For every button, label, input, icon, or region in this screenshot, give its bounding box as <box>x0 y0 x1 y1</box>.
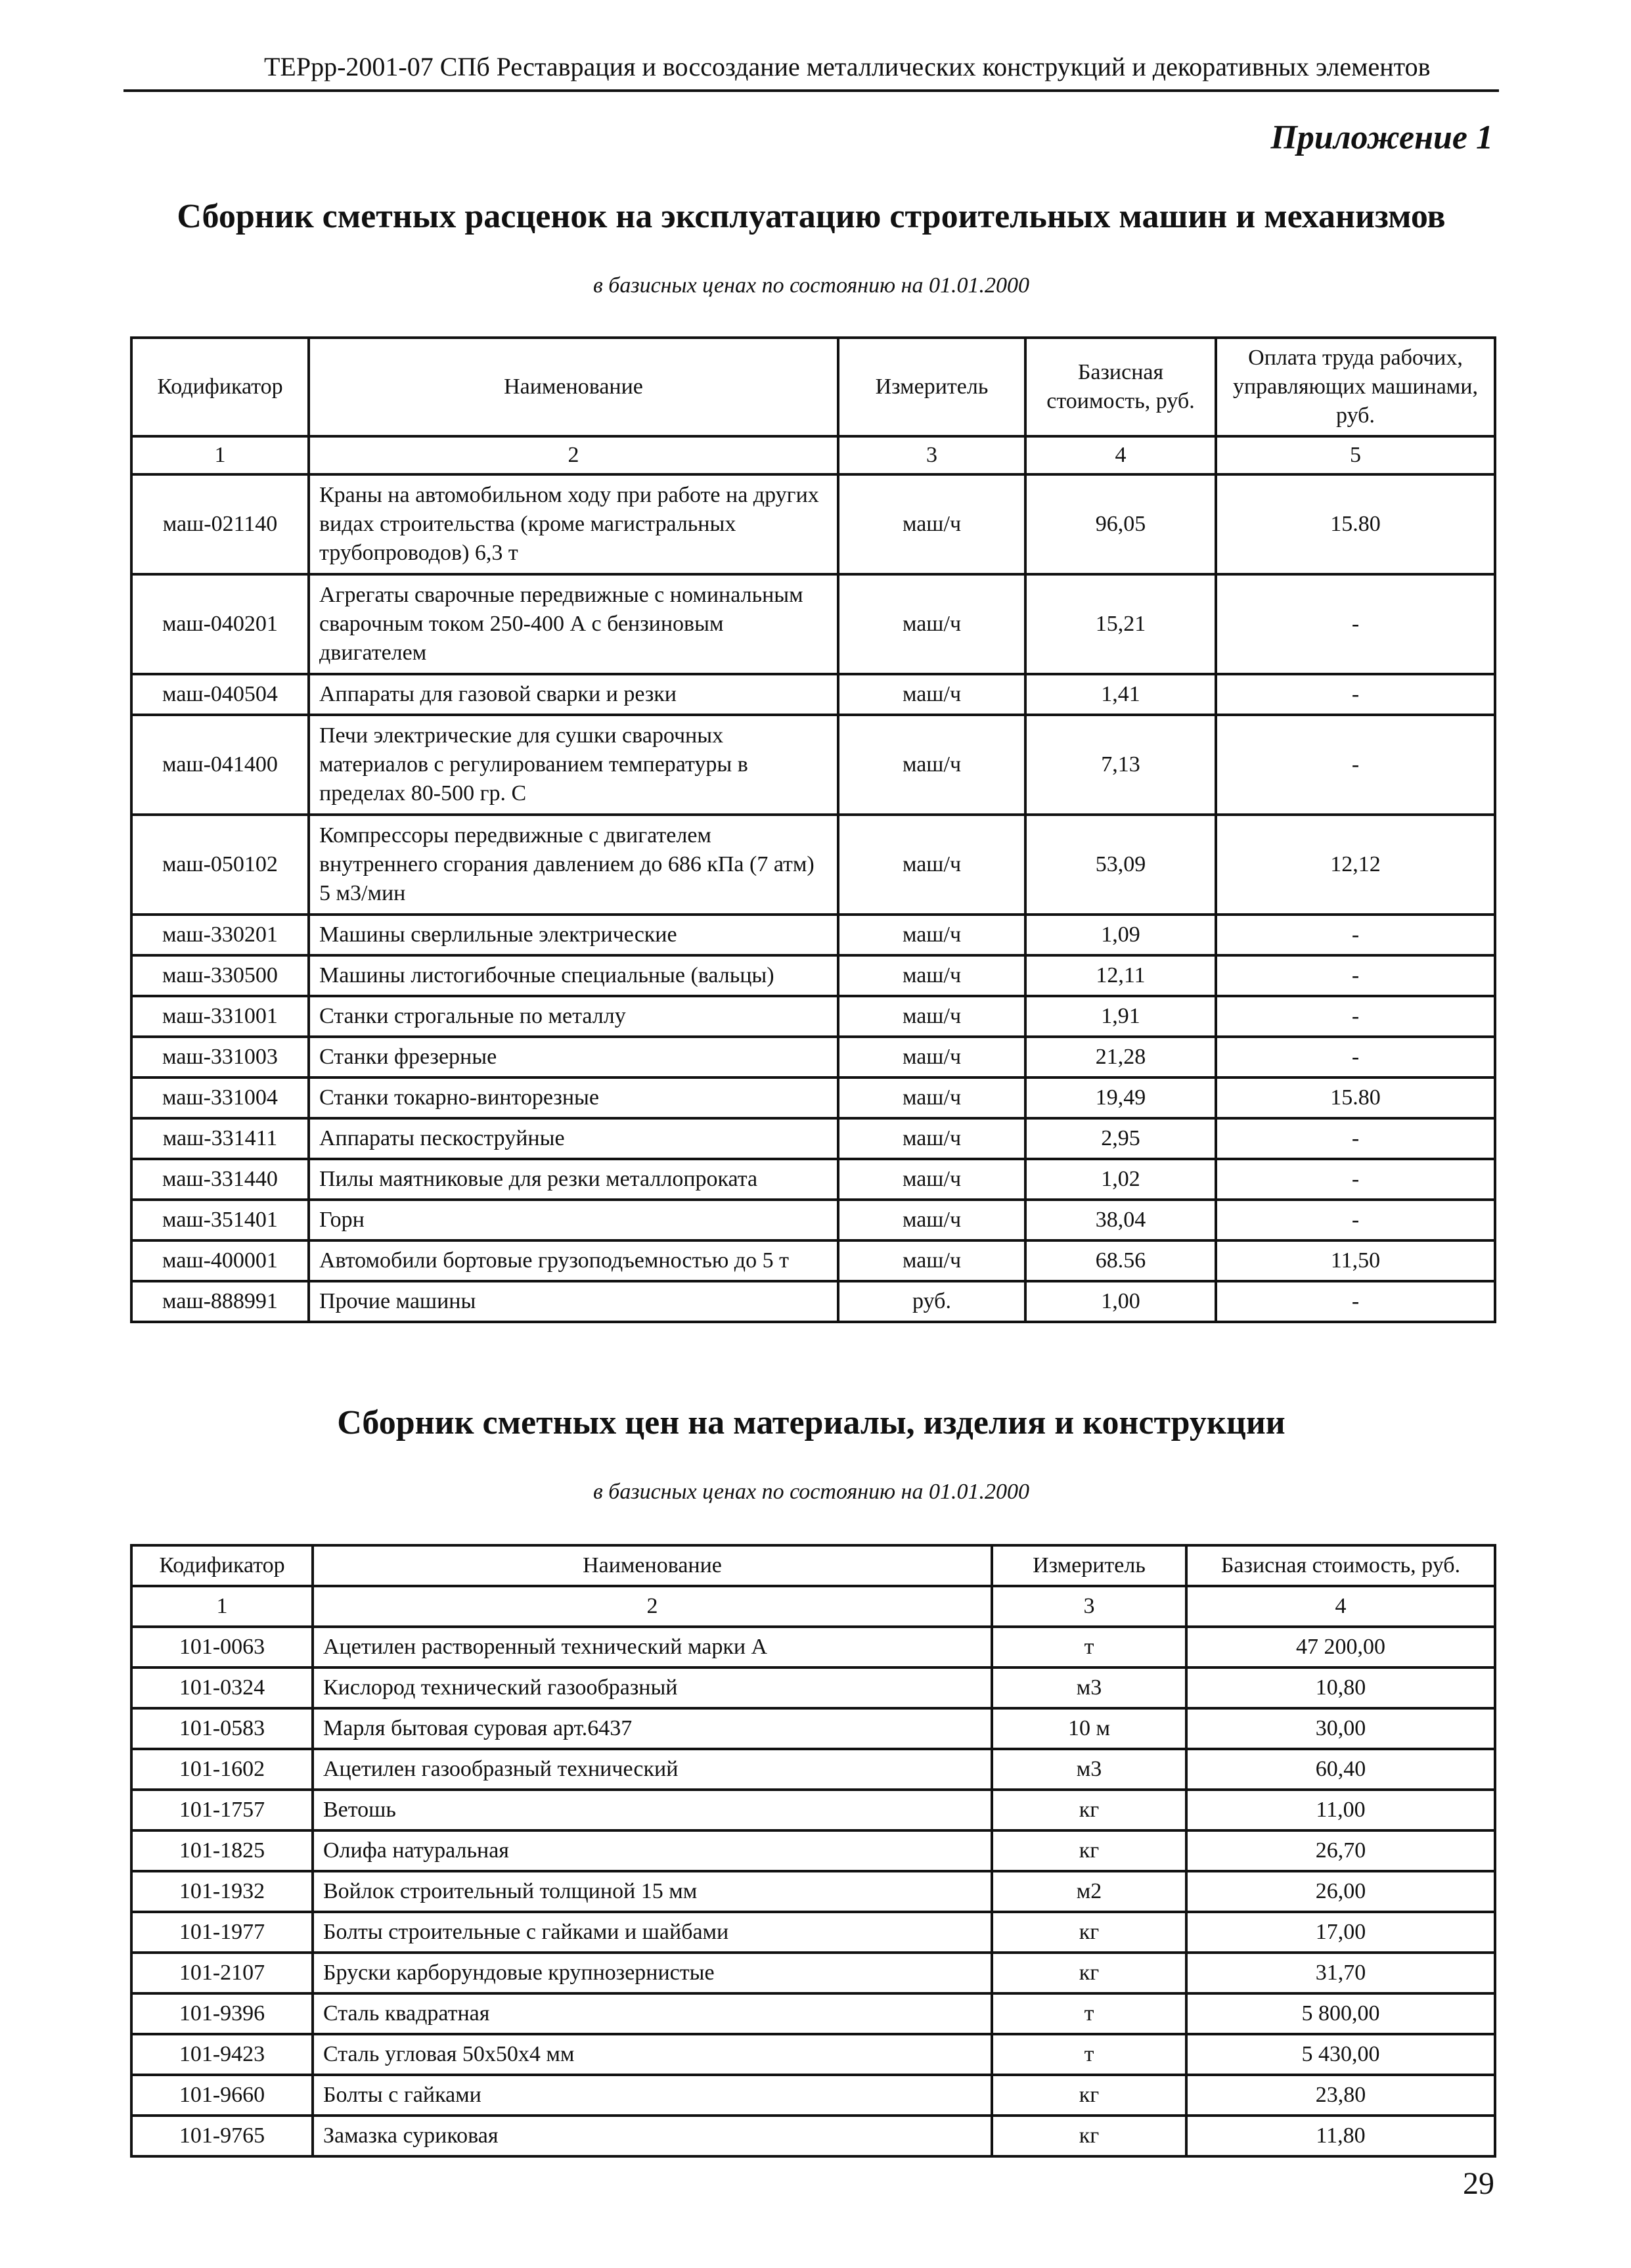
cell-code: маш-331411 <box>131 1118 309 1159</box>
cell-wage: - <box>1216 574 1495 674</box>
cell-unit: кг <box>992 2116 1186 2156</box>
cell-code: маш-040504 <box>131 674 309 715</box>
table-header-row <box>131 338 1495 436</box>
cell-code: маш-351401 <box>131 1200 309 1240</box>
cell-wage: - <box>1216 1159 1495 1200</box>
table-row <box>131 1240 1495 1281</box>
cell-name: Машины сверлильные электрические <box>309 915 838 955</box>
cell-name: Ацетилен газообразный технический <box>313 1749 992 1790</box>
cell-name: Станки фрезерные <box>309 1037 838 1077</box>
column-header-cost: Базисная стоимость, руб. <box>1025 338 1216 436</box>
cell-cost: 60,40 <box>1186 1749 1495 1790</box>
cell-code: 101-1757 <box>131 1790 313 1830</box>
table-row <box>131 474 1495 574</box>
table-row <box>131 1953 1495 1993</box>
table-row <box>131 1627 1495 1667</box>
column-number: 2 <box>309 436 838 474</box>
table-row <box>131 1667 1495 1708</box>
machines-table <box>130 336 1496 1323</box>
cell-code: маш-330500 <box>131 955 309 996</box>
cell-name: Автомобили бортовые грузоподъемностью до 5 т <box>309 1240 838 1281</box>
cell-unit: маш/ч <box>838 1200 1025 1240</box>
column-number: 3 <box>838 436 1025 474</box>
cell-cost: 23,80 <box>1186 2075 1495 2116</box>
table-row <box>131 1871 1495 1912</box>
cell-code: 101-0583 <box>131 1708 313 1749</box>
cell-unit: маш/ч <box>838 474 1025 574</box>
cell-unit: маш/ч <box>838 574 1025 674</box>
cell-cost: 5 800,00 <box>1186 1993 1495 2034</box>
cell-cost: 17,00 <box>1186 1912 1495 1953</box>
table-row <box>131 2034 1495 2075</box>
cell-unit: маш/ч <box>838 955 1025 996</box>
column-number-row <box>131 436 1495 474</box>
cell-unit: м2 <box>992 1871 1186 1912</box>
cell-code: 101-1977 <box>131 1912 313 1953</box>
table-row <box>131 815 1495 915</box>
table-row <box>131 2075 1495 2116</box>
cell-cost: 31,70 <box>1186 1953 1495 1993</box>
cell-name: Войлок строительный толщиной 15 мм <box>313 1871 992 1912</box>
cell-code: маш-331440 <box>131 1159 309 1200</box>
materials-table <box>130 1544 1496 2158</box>
cell-wage: - <box>1216 1118 1495 1159</box>
column-header-code: Кодификатор <box>131 338 309 436</box>
column-header-unit: Измеритель <box>992 1545 1186 1586</box>
cell-unit: маш/ч <box>838 674 1025 715</box>
table-row <box>131 1281 1495 1322</box>
cell-name: Сталь угловая 50х50х4 мм <box>313 2034 992 2075</box>
header-divider <box>123 89 1499 92</box>
table-row <box>131 715 1495 815</box>
cell-unit: кг <box>992 1830 1186 1871</box>
column-number: 1 <box>131 1586 313 1627</box>
table-row <box>131 674 1495 715</box>
column-number: 4 <box>1025 436 1216 474</box>
cell-unit: маш/ч <box>838 715 1025 815</box>
table-row <box>131 1200 1495 1240</box>
cell-unit: т <box>992 1993 1186 2034</box>
cell-wage: - <box>1216 915 1495 955</box>
cell-name: Болты с гайками <box>313 2075 992 2116</box>
materials-section-subtitle: в базисных ценах по состоянию на 01.01.2000 <box>592 1480 1030 1504</box>
cell-code: 101-9660 <box>131 2075 313 2116</box>
cell-unit: маш/ч <box>838 1037 1025 1077</box>
table-row <box>131 915 1495 955</box>
cell-unit: м3 <box>992 1667 1186 1708</box>
table-row <box>131 1912 1495 1953</box>
cell-cost: 1,02 <box>1025 1159 1216 1200</box>
cell-name: Кислород технический газообразный <box>313 1667 992 1708</box>
cell-unit: 10 м <box>992 1708 1186 1749</box>
cell-wage: 11,50 <box>1216 1240 1495 1281</box>
table-row <box>131 574 1495 674</box>
cell-code: маш-330201 <box>131 915 309 955</box>
cell-cost: 7,13 <box>1025 715 1216 815</box>
materials-section-title: Сборник сметных цен на материалы, изделия и конструкции <box>337 1404 1285 1441</box>
cell-name: Станки строгальные по металлу <box>309 996 838 1037</box>
cell-code: 101-1825 <box>131 1830 313 1871</box>
cell-code: 101-0324 <box>131 1667 313 1708</box>
cell-wage: - <box>1216 674 1495 715</box>
cell-cost: 5 430,00 <box>1186 2034 1495 2075</box>
cell-code: маш-888991 <box>131 1281 309 1322</box>
cell-cost: 10,80 <box>1186 1667 1495 1708</box>
table-row <box>131 1118 1495 1159</box>
cell-name: Прочие машины <box>309 1281 838 1322</box>
cell-name: Ветошь <box>313 1790 992 1830</box>
table-row <box>131 1749 1495 1790</box>
page-number: 29 <box>1463 2166 1494 2201</box>
table-row <box>131 1993 1495 2034</box>
cell-unit: маш/ч <box>838 1240 1025 1281</box>
cell-code: маш-041400 <box>131 715 309 815</box>
cell-code: маш-331001 <box>131 996 309 1037</box>
document-header-title: ТЕРрр-2001-07 СПб Реставрация и воссоздание металлических конструкций и декоративных элементов <box>264 52 1431 81</box>
cell-cost: 11,80 <box>1186 2116 1495 2156</box>
cell-name: Сталь квадратная <box>313 1993 992 2034</box>
cell-code: маш-331004 <box>131 1077 309 1118</box>
cell-unit: маш/ч <box>838 915 1025 955</box>
table-row <box>131 1037 1495 1077</box>
cell-name: Печи электрические для сушки сварочных материалов с регулированием температуры в пределах 80-500 гр. С <box>309 715 838 815</box>
cell-cost: 2,95 <box>1025 1118 1216 1159</box>
cell-code: маш-400001 <box>131 1240 309 1281</box>
table-row <box>131 1790 1495 1830</box>
cell-name: Аппараты для газовой сварки и резки <box>309 674 838 715</box>
machines-section-subtitle: в базисных ценах по состоянию на 01.01.2000 <box>592 273 1030 298</box>
cell-name: Компрессоры передвижные с двигателем внутреннего сгорания давлением до 686 кПа (7 атм) 5 м3/мин <box>309 815 838 915</box>
column-header-unit: Измеритель <box>838 338 1025 436</box>
cell-wage: - <box>1216 996 1495 1037</box>
cell-unit: маш/ч <box>838 1077 1025 1118</box>
cell-code: 101-1932 <box>131 1871 313 1912</box>
table-row <box>131 955 1495 996</box>
cell-cost: 12,11 <box>1025 955 1216 996</box>
cell-code: 101-9765 <box>131 2116 313 2156</box>
cell-code: маш-021140 <box>131 474 309 574</box>
table-row <box>131 996 1495 1037</box>
cell-unit: маш/ч <box>838 1118 1025 1159</box>
column-number: 1 <box>131 436 309 474</box>
cell-wage: - <box>1216 715 1495 815</box>
cell-cost: 30,00 <box>1186 1708 1495 1749</box>
cell-unit: маш/ч <box>838 1159 1025 1200</box>
cell-cost: 47 200,00 <box>1186 1627 1495 1667</box>
cell-cost: 96,05 <box>1025 474 1216 574</box>
table-row <box>131 2116 1495 2156</box>
column-number: 5 <box>1216 436 1495 474</box>
cell-name: Аппараты пескоструйные <box>309 1118 838 1159</box>
cell-unit: кг <box>992 1790 1186 1830</box>
cell-name: Станки токарно-винторезные <box>309 1077 838 1118</box>
cell-cost: 26,70 <box>1186 1830 1495 1871</box>
column-header-wage: Оплата труда рабочих, управляющих машинами, руб. <box>1216 338 1495 436</box>
cell-code: 101-9396 <box>131 1993 313 2034</box>
cell-unit: кг <box>992 2075 1186 2116</box>
column-header-cost: Базисная стоимость, руб. <box>1186 1545 1495 1586</box>
cell-code: маш-040201 <box>131 574 309 674</box>
cell-cost: 1,41 <box>1025 674 1216 715</box>
cell-unit: маш/ч <box>838 815 1025 915</box>
cell-name: Болты строительные с гайками и шайбами <box>313 1912 992 1953</box>
cell-name: Краны на автомобильном ходу при работе на других видах строительства (кроме магистральных трубопроводов) 6,3 т <box>309 474 838 574</box>
appendix-label: Приложение 1 <box>1270 119 1493 156</box>
cell-name: Машины листогибочные специальные (вальцы) <box>309 955 838 996</box>
cell-cost: 11,00 <box>1186 1790 1495 1830</box>
column-header-name: Наименование <box>313 1545 992 1586</box>
cell-name: Агрегаты сварочные передвижные с номинальным сварочным током 250-400 А с бензиновым двигателем <box>309 574 838 674</box>
cell-code: 101-0063 <box>131 1627 313 1667</box>
cell-cost: 1,09 <box>1025 915 1216 955</box>
cell-name: Замазка суриковая <box>313 2116 992 2156</box>
cell-cost: 68.56 <box>1025 1240 1216 1281</box>
column-number: 3 <box>992 1586 1186 1627</box>
cell-wage: 15.80 <box>1216 1077 1495 1118</box>
cell-code: маш-050102 <box>131 815 309 915</box>
cell-cost: 19,49 <box>1025 1077 1216 1118</box>
table-header-row <box>131 1545 1495 1586</box>
cell-code: 101-2107 <box>131 1953 313 1993</box>
cell-code: 101-9423 <box>131 2034 313 2075</box>
cell-cost: 21,28 <box>1025 1037 1216 1077</box>
cell-cost: 1,91 <box>1025 996 1216 1037</box>
cell-cost: 38,04 <box>1025 1200 1216 1240</box>
machines-section-title: Сборник сметных расценок на эксплуатацию строительных машин и механизмов <box>177 198 1446 235</box>
cell-name: Олифа натуральная <box>313 1830 992 1871</box>
cell-cost: 26,00 <box>1186 1871 1495 1912</box>
cell-cost: 15,21 <box>1025 574 1216 674</box>
cell-unit: кг <box>992 1953 1186 1993</box>
cell-name: Горн <box>309 1200 838 1240</box>
cell-wage: - <box>1216 1200 1495 1240</box>
table-row <box>131 1077 1495 1118</box>
column-number: 2 <box>313 1586 992 1627</box>
column-header-code: Кодификатор <box>131 1545 313 1586</box>
cell-unit: т <box>992 1627 1186 1667</box>
table-row <box>131 1708 1495 1749</box>
cell-code: маш-331003 <box>131 1037 309 1077</box>
cell-wage: 12,12 <box>1216 815 1495 915</box>
table-row <box>131 1830 1495 1871</box>
cell-code: 101-1602 <box>131 1749 313 1790</box>
cell-unit: кг <box>992 1912 1186 1953</box>
column-number-row <box>131 1586 1495 1627</box>
cell-cost: 53,09 <box>1025 815 1216 915</box>
cell-name: Бруски карборундовые крупнозернистые <box>313 1953 992 1993</box>
cell-wage: - <box>1216 1281 1495 1322</box>
cell-wage: - <box>1216 955 1495 996</box>
cell-wage: - <box>1216 1037 1495 1077</box>
column-header-name: Наименование <box>309 338 838 436</box>
cell-name: Пилы маятниковые для резки металлопроката <box>309 1159 838 1200</box>
cell-cost: 1,00 <box>1025 1281 1216 1322</box>
cell-wage: 15.80 <box>1216 474 1495 574</box>
cell-unit: т <box>992 2034 1186 2075</box>
cell-unit: м3 <box>992 1749 1186 1790</box>
cell-name: Ацетилен растворенный технический марки А <box>313 1627 992 1667</box>
cell-name: Марля бытовая суровая арт.6437 <box>313 1708 992 1749</box>
table-row <box>131 1159 1495 1200</box>
column-number: 4 <box>1186 1586 1495 1627</box>
cell-unit: руб. <box>838 1281 1025 1322</box>
cell-unit: маш/ч <box>838 996 1025 1037</box>
